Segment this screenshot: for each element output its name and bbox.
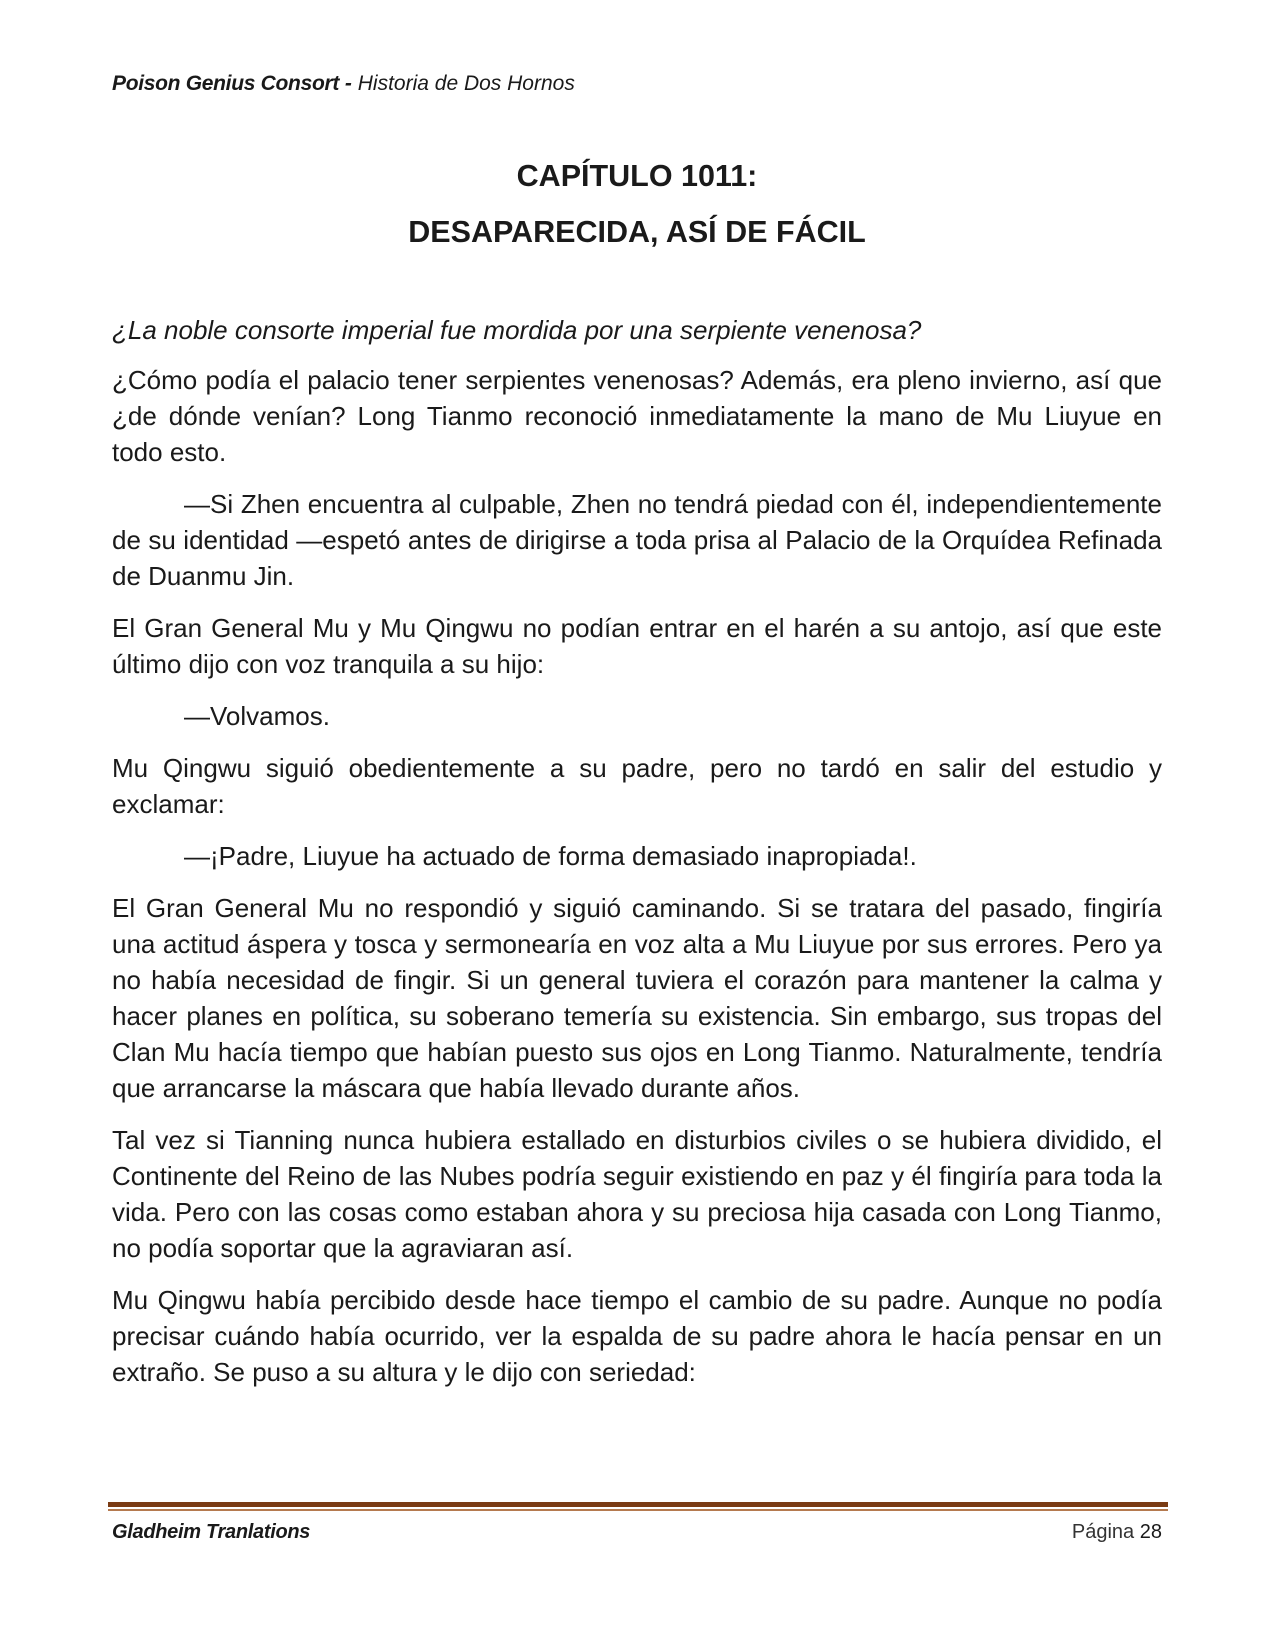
body-text xyxy=(112,312,1162,1406)
footer-divider-thin xyxy=(108,1509,1168,1511)
paragraph-10: Mu Qingwu había percibido desde hace tiempo el cambio de su padre. Aunque no podía precisar cuándo había ocurrido, ver la espalda de su padre ahora le hacía pensar en un extraño. Se puso a su altura y le dijo con seriedad: xyxy=(112,1285,1162,1387)
footer-page xyxy=(1072,1521,1162,1544)
footer-divider xyxy=(108,1502,1168,1512)
paragraph-8: El Gran General Mu no respondió y siguió caminando. Si se tratara del pasado, fingiría una actitud áspera y tosca y sermonearía en voz alta a Mu Liuyue por sus errores. Pero ya no había necesidad de fingir. Si un general tuviera el corazón para mantener la calma y hacer planes en política, su soberano temería su existencia. Sin embargo, sus tropas del Clan Mu hacía tiempo que habían puesto sus ojos en Long Tianmo. Naturalmente, tendría que arrancarse la máscara que había llevado durante años. xyxy=(112,893,1162,1103)
paragraph-9: Tal vez si Tianning nunca hubiera estallado en disturbios civiles o se hubiera dividido, el Continente del Reino de las Nubes podría seguir existiendo en paz y él fingiría para toda la vida. Pero con las cosas como estaban ahora y su preciosa hija casada con Long Tianmo, no podía soportar que la agraviaran así. xyxy=(112,1125,1162,1263)
chapter-title xyxy=(112,148,1162,260)
paragraph-7: —¡Padre, Liuyue ha actuado de forma demasiado inapropiada!. xyxy=(184,841,917,871)
page-label: Página xyxy=(1071,1521,1135,1543)
paragraph-6: Mu Qingwu siguió obedientemente a su padre, pero no tardó en salir del estudio y exclamar: xyxy=(112,753,1162,819)
paragraph-5: —Volvamos. xyxy=(184,701,330,731)
page-number: 28 xyxy=(1139,1521,1162,1543)
paragraph-1: ¿La noble consorte imperial fue mordida por una serpiente venenosa? xyxy=(112,315,922,345)
paragraph-3: —Si Zhen encuentra al culpable, Zhen no tendrá piedad con él, independientemente de su identidad —espetó antes de dirigirse a toda prisa al Palacio de la Orquídea Refinada de Duanmu Jin. xyxy=(112,489,1162,591)
footer-translator: Gladheim Tranlations xyxy=(112,1521,311,1543)
chapter-name: DESAPARECIDA, ASÍ DE FÁCIL xyxy=(408,215,866,249)
chapter-number: CAPÍTULO 1011: xyxy=(516,159,758,193)
book-title: Poison Genius Consort xyxy=(112,72,340,95)
paragraph-4: El Gran General Mu y Mu Qingwu no podían entrar en el harén a su antojo, así que este último dijo con voz tranquila a su hijo: xyxy=(112,613,1162,679)
running-header xyxy=(112,72,575,96)
book-subtitle: Historia de Dos Hornos xyxy=(357,72,575,95)
paragraph-2: ¿Cómo podía el palacio tener serpientes venenosas? Además, era pleno invierno, así que ¿de dónde venían? Long Tianmo reconoció inmediatamente la mano de Mu Liuyue en todo esto. xyxy=(112,365,1162,467)
header-separator: - xyxy=(344,72,352,95)
